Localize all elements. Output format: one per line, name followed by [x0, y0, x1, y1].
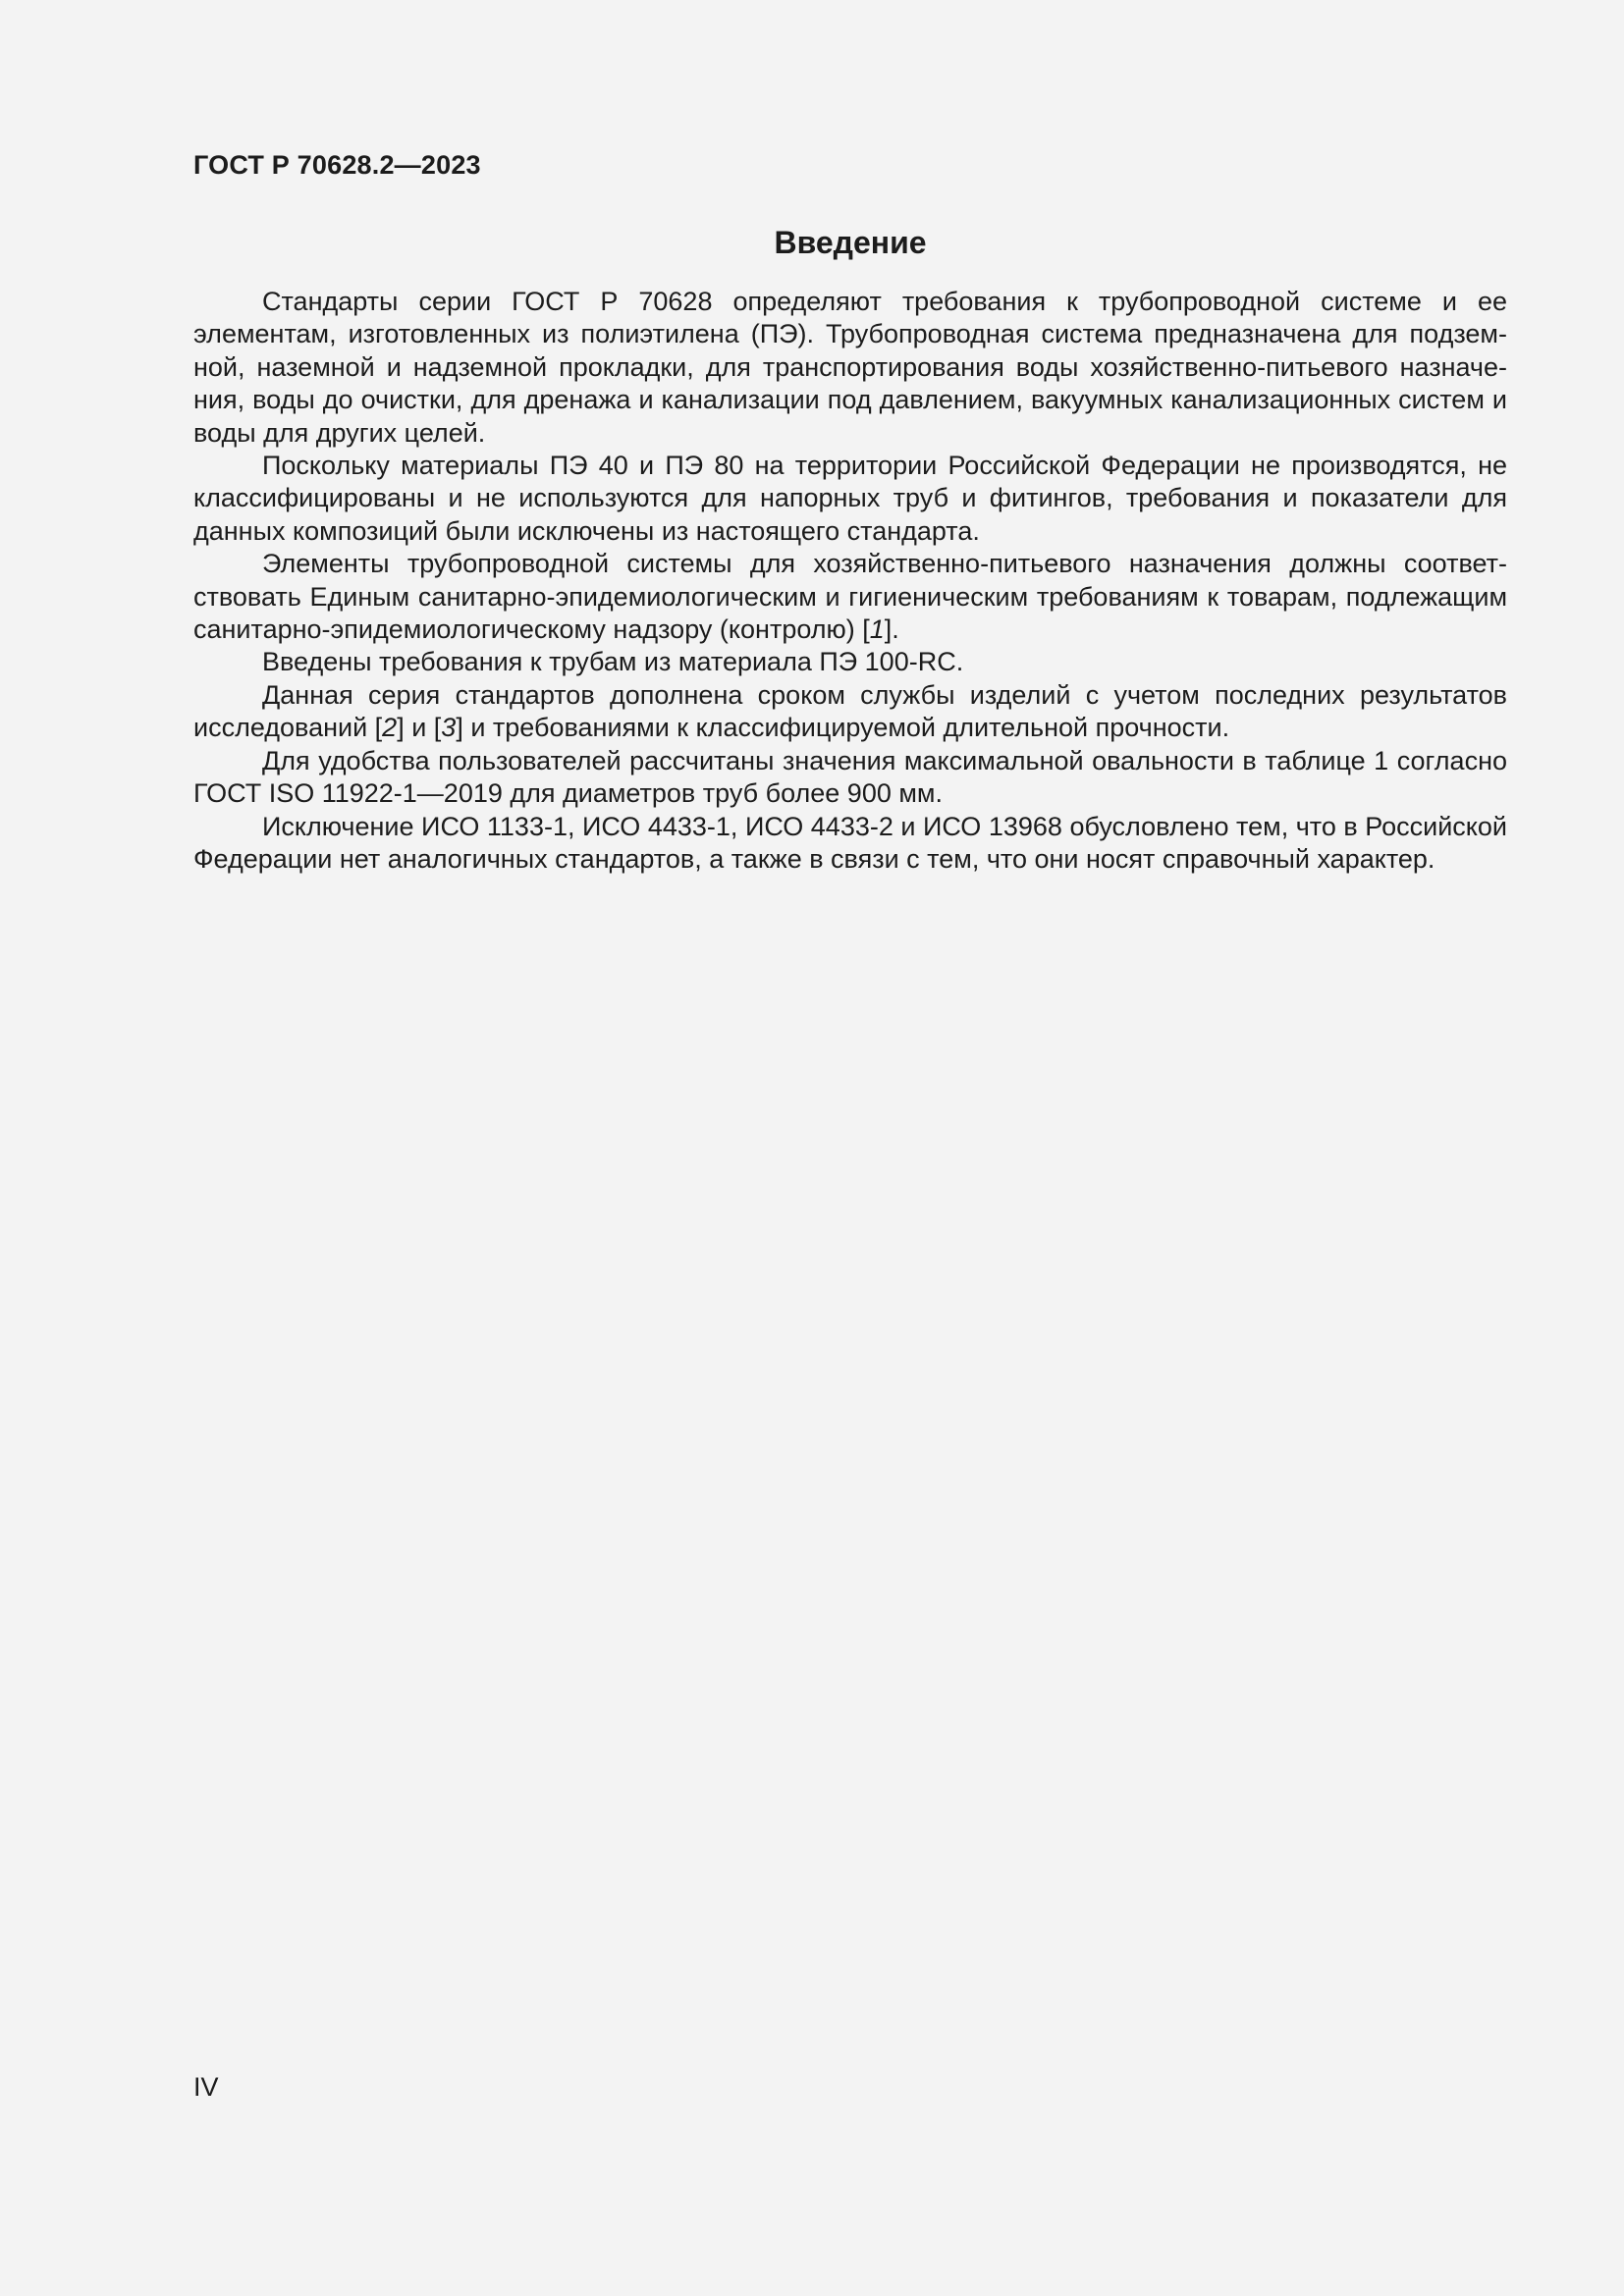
paragraph-text: Элементы трубопроводной системы для хозяйственно-питьевого назначения должны соответствовать Единым санитарно-эпидемиологическим и гигиеническим требованиям к товарам, подлежащим санитарно-эпидемиологическому надзору (контролю) [ — [193, 549, 1507, 645]
reference-3: 3 — [441, 713, 457, 743]
paragraph-standards-scope: Стандарты серии ГОСТ Р 70628 определяют требования к трубопроводной системе и ее элементам, изготовленных из полиэтилена (ПЭ). Трубопроводная система предназначена для подземной, наземной и надземной прокладки, для транспортирования воды хозяйственно-питьевого назначения, воды до очистки, для дренажа и канализации под давлением, вакуумных канализационных систем и воды для других целей. — [193, 287, 1507, 448]
page-number: IV — [193, 2072, 219, 2102]
paragraph-sanitary-requirements — [193, 548, 1507, 646]
paragraph-iso-exclusion: Исключение ИСО 1133-1, ИСО 4433-1, ИСО 4433-2 и ИСО 13968 обусловлено тем, что в Российской Федерации нет аналогичных стандартов, а также в связи с тем, что они носят справочный характер. — [193, 811, 1507, 874]
paragraph-text: Данная серия стандартов дополнена сроком службы изделий с учетом последних результатов исследований [ — [193, 679, 1507, 743]
paragraph-ovality: Для удобства пользователей рассчитаны значения максимальной овальности в таблице 1 согласно ГОСТ ISO 11922-1—2019 для диаметров труб более 900 мм. — [193, 745, 1507, 809]
section-title: Введение — [774, 225, 927, 260]
introduction-body — [193, 286, 1507, 876]
paragraph-text: ] и требованиями к классифицируемой длительной прочности. — [456, 713, 1230, 743]
paragraph-text: ]. — [884, 614, 899, 645]
paragraph-excluded-materials: Поскольку материалы ПЭ 40 и ПЭ 80 на территории Российской Федерации не производятся, не классифицированы и не используются для напорных труб и фитингов, требования и показатели для данных композиций были исключены из настоящего стандарта. — [193, 451, 1507, 546]
paragraph-text: ] и [ — [397, 713, 442, 743]
paragraph-pe100rc: Введены требования к трубам из материала ПЭ 100-RC. — [262, 647, 964, 677]
reference-2: 2 — [382, 713, 398, 743]
paragraph-service-life — [193, 679, 1507, 745]
reference-1: 1 — [869, 614, 885, 645]
document-code-header: ГОСТ Р 70628.2—2023 — [193, 150, 481, 180]
